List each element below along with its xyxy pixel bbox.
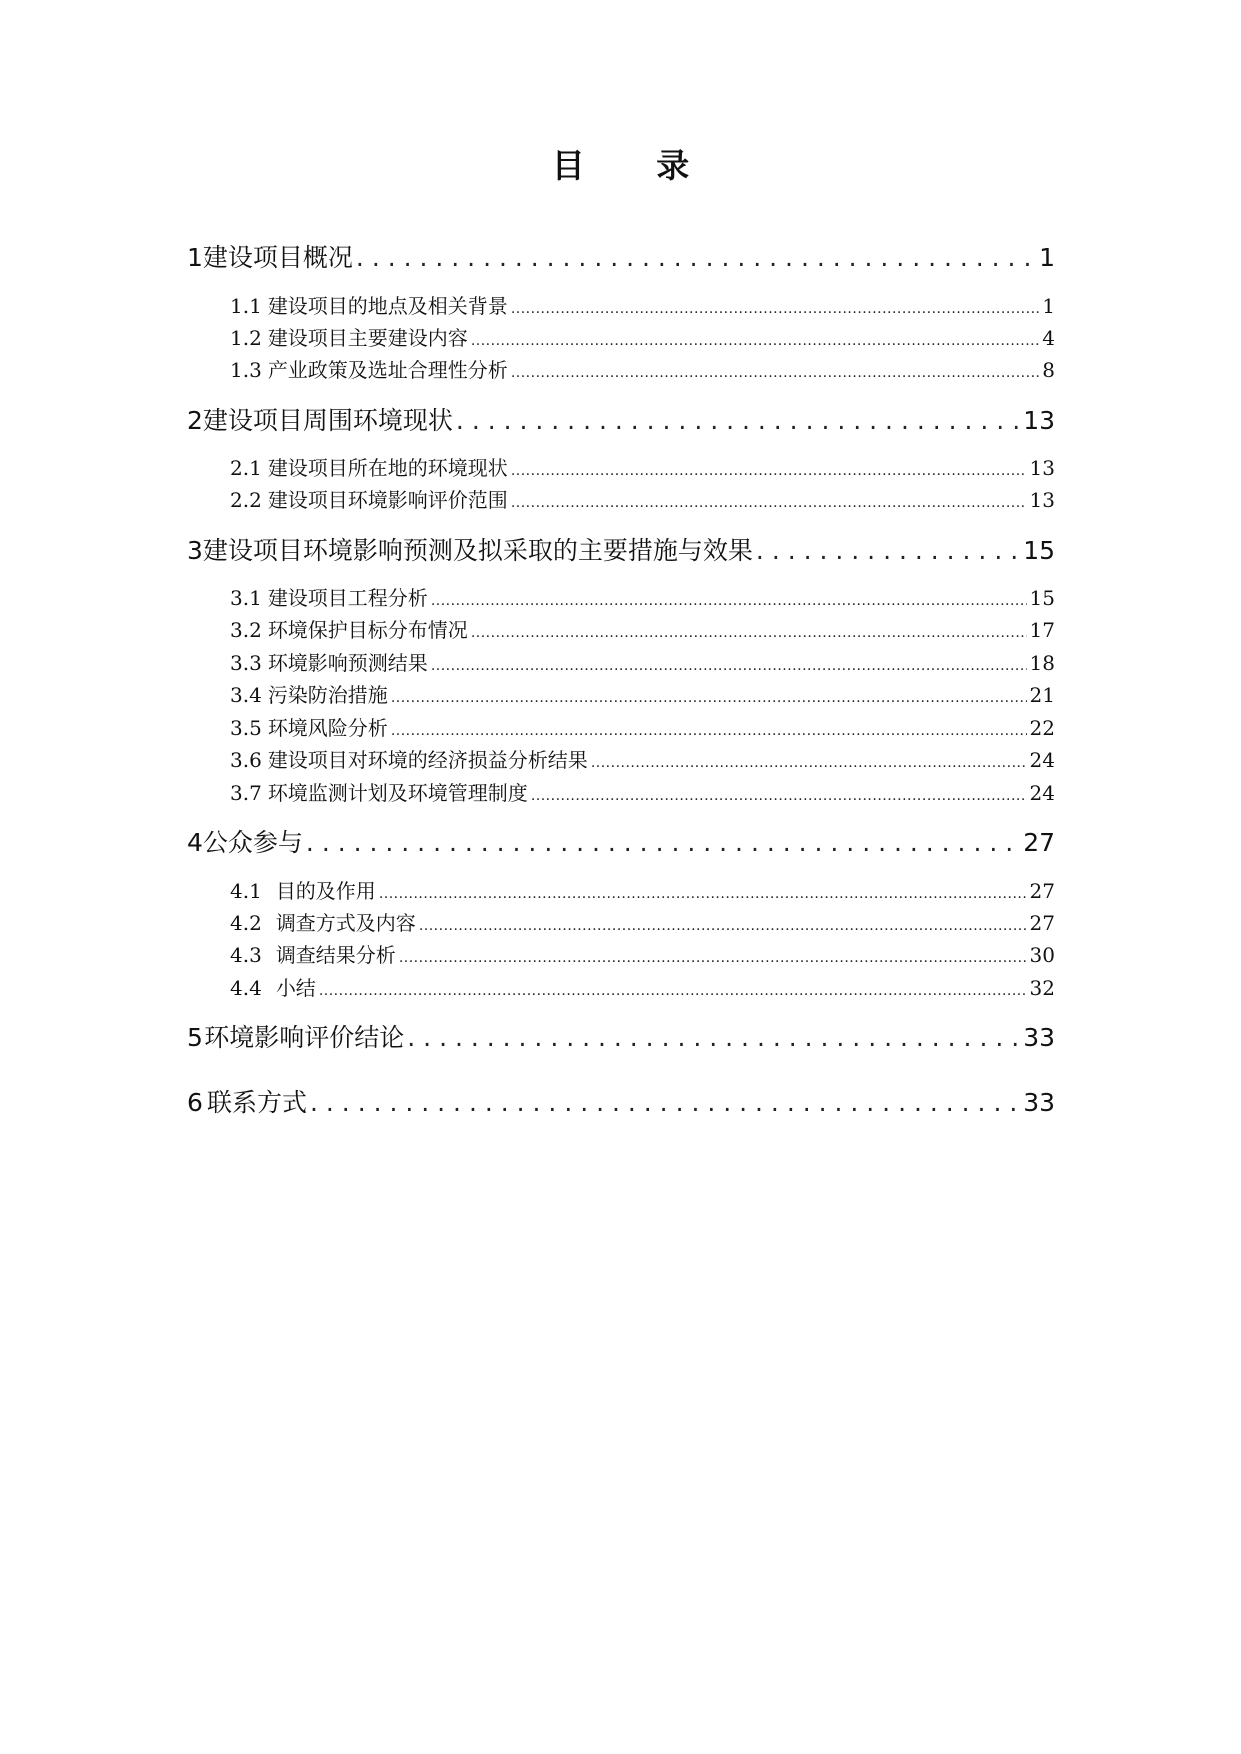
- toc-entry-4-4[interactable]: [230, 975, 1055, 1004]
- toc-entry-label: 建设项目概况: [202, 243, 353, 272]
- toc-entry-number: 3.5: [230, 716, 262, 740]
- toc-entry-page: 4: [1042, 326, 1055, 350]
- toc-entry-page: 15: [1029, 586, 1055, 610]
- toc-entry-page: 8: [1042, 358, 1055, 382]
- toc-entry-3-2[interactable]: [230, 617, 1055, 646]
- toc-entry-label: 小结: [275, 976, 316, 1000]
- toc-entry-label: 调查结果分析: [275, 943, 396, 967]
- toc-dot-leader: [511, 455, 1027, 484]
- toc-entry-label: 环境影响预测结果: [267, 651, 428, 675]
- toc-dot-leader: [419, 910, 1027, 939]
- toc-dot-leader: [379, 878, 1027, 907]
- toc-entry-page: 17: [1029, 618, 1055, 642]
- toc-entry-label: 建设项目环境影响预测及拟采取的主要措施与效果: [202, 536, 753, 565]
- toc-dot-leader: [531, 780, 1027, 809]
- toc-entry-number: 3.3: [230, 651, 262, 675]
- toc-entry-page: 32: [1029, 976, 1055, 1000]
- toc-entry-number: 1.1: [230, 294, 262, 318]
- toc-entry-label: 建设项目的地点及相关背景: [267, 294, 508, 318]
- toc-entry-page: 24: [1029, 748, 1055, 772]
- toc-entry-label: 环境监测计划及环境管理制度: [267, 781, 528, 805]
- toc-entry-3-7[interactable]: [230, 780, 1055, 809]
- toc-dot-leader: [471, 617, 1027, 646]
- toc-entry-page: 27: [1029, 879, 1055, 903]
- toc-entry-2-1[interactable]: [230, 455, 1055, 484]
- toc-dot-leader: [356, 242, 1036, 274]
- toc-entry-number: 3.4: [230, 683, 262, 707]
- toc-entry-3-4[interactable]: [230, 682, 1055, 711]
- toc-entry-label: 污染防治措施: [267, 683, 388, 707]
- toc-dot-leader: [756, 535, 1020, 567]
- toc-entry-page: 22: [1029, 716, 1055, 740]
- toc-entry-label: 公众参与: [202, 828, 303, 857]
- toc-entry-label: 建设项目周围环境现状: [202, 406, 453, 435]
- toc-entry-1-3[interactable]: [230, 357, 1055, 386]
- toc-entry-1-2[interactable]: [230, 325, 1055, 354]
- toc-entry-label: 调查方式及内容: [275, 911, 416, 935]
- toc-dot-leader: [306, 827, 1020, 859]
- toc-dot-leader: [319, 975, 1027, 1004]
- toc-entry-label: 产业政策及选址合理性分析: [267, 358, 508, 382]
- toc-entry-2[interactable]: [187, 405, 1055, 437]
- toc-entry-4-2[interactable]: [230, 910, 1055, 939]
- toc-entry-number: 2.2: [230, 488, 262, 512]
- toc-entry-number: 1: [187, 243, 203, 272]
- toc-entry-number: 5: [187, 1023, 203, 1052]
- toc-entry-number: 3.1: [230, 586, 262, 610]
- toc-entry-3-5[interactable]: [230, 715, 1055, 744]
- toc-entry-number: 4.4: [230, 976, 262, 1000]
- toc-dot-leader: [391, 682, 1027, 711]
- toc-entry-label: 环境风险分析: [267, 716, 388, 740]
- toc-entry-page: 30: [1029, 943, 1055, 967]
- toc-entry-page: 15: [1023, 536, 1055, 565]
- toc-entry-number: 4.3: [230, 943, 262, 967]
- toc-entry-4-3[interactable]: [230, 942, 1055, 971]
- toc-entry-3-3[interactable]: [230, 650, 1055, 679]
- toc-entry-number: 4.1: [230, 879, 262, 903]
- toc-dot-leader: [511, 293, 1039, 322]
- toc-entry-label: 环境影响评价结论: [204, 1023, 405, 1052]
- toc-dot-leader: [511, 487, 1027, 516]
- toc-entry-number: 2: [187, 406, 203, 435]
- page-title: 目 录: [551, 146, 720, 185]
- toc-entry-page: 33: [1023, 1023, 1055, 1052]
- toc-entry-label: 建设项目工程分析: [267, 586, 428, 610]
- toc-entry-number: 2.1: [230, 456, 262, 480]
- toc-entry-page: 13: [1029, 456, 1055, 480]
- toc-dot-leader: [471, 325, 1039, 354]
- toc-entry-3-1[interactable]: [230, 585, 1055, 614]
- toc-dot-leader: [591, 747, 1027, 776]
- toc-entry-label: 联系方式: [207, 1088, 308, 1117]
- toc-entry-page: 21: [1029, 683, 1055, 707]
- toc-entry-4-1[interactable]: [230, 878, 1055, 907]
- toc-dot-leader: [407, 1022, 1020, 1054]
- toc-entry-number: 1.2: [230, 326, 262, 350]
- toc-entry-number: 4.2: [230, 911, 262, 935]
- toc-entry-page: 33: [1023, 1088, 1055, 1117]
- toc-entry-label: 目的及作用: [275, 879, 376, 903]
- toc-dot-leader: [310, 1087, 1020, 1119]
- toc-entry-2-2[interactable]: [230, 487, 1055, 516]
- toc-entry-number: 4: [187, 828, 203, 857]
- toc-entry-number: 3: [187, 536, 203, 565]
- toc-entry-number: 6: [187, 1088, 203, 1117]
- toc-entry-page: 1: [1042, 294, 1055, 318]
- toc-dot-leader: [511, 357, 1039, 386]
- toc-entry-3[interactable]: [187, 535, 1055, 567]
- toc-entry-label: 环境保护目标分布情况: [267, 618, 468, 642]
- toc-entry-1-1[interactable]: [230, 293, 1055, 322]
- toc-entry-page: 27: [1023, 828, 1055, 857]
- toc-entry-number: 1.3: [230, 358, 262, 382]
- toc-entry-page: 1: [1039, 243, 1055, 272]
- toc-dot-leader: [431, 650, 1027, 679]
- toc-dot-leader: [431, 585, 1027, 614]
- toc-entry-5[interactable]: [187, 1022, 1055, 1054]
- toc-entry-page: 27: [1029, 911, 1055, 935]
- toc-entry-6[interactable]: [187, 1087, 1055, 1119]
- toc-dot-leader: [399, 942, 1027, 971]
- toc-dot-leader: [391, 715, 1027, 744]
- toc-entry-3-6[interactable]: [230, 747, 1055, 776]
- toc-entry-1[interactable]: [187, 242, 1055, 274]
- toc-entry-number: 3.2: [230, 618, 262, 642]
- toc-entry-page: 13: [1023, 406, 1055, 435]
- toc-entry-number: 3.6: [230, 748, 262, 772]
- toc-entry-label: 建设项目所在地的环境现状: [267, 456, 508, 480]
- toc-entry-page: 24: [1029, 781, 1055, 805]
- toc-entry-label: 建设项目主要建设内容: [267, 326, 468, 350]
- toc-entry-label: 建设项目环境影响评价范围: [267, 488, 508, 512]
- toc-entry-page: 13: [1029, 488, 1055, 512]
- toc-entry-4[interactable]: [187, 827, 1055, 859]
- toc-entry-page: 18: [1029, 651, 1055, 675]
- toc-dot-leader: [456, 405, 1020, 437]
- toc-entry-label: 建设项目对环境的经济损益分析结果: [267, 748, 588, 772]
- toc-entry-number: 3.7: [230, 781, 262, 805]
